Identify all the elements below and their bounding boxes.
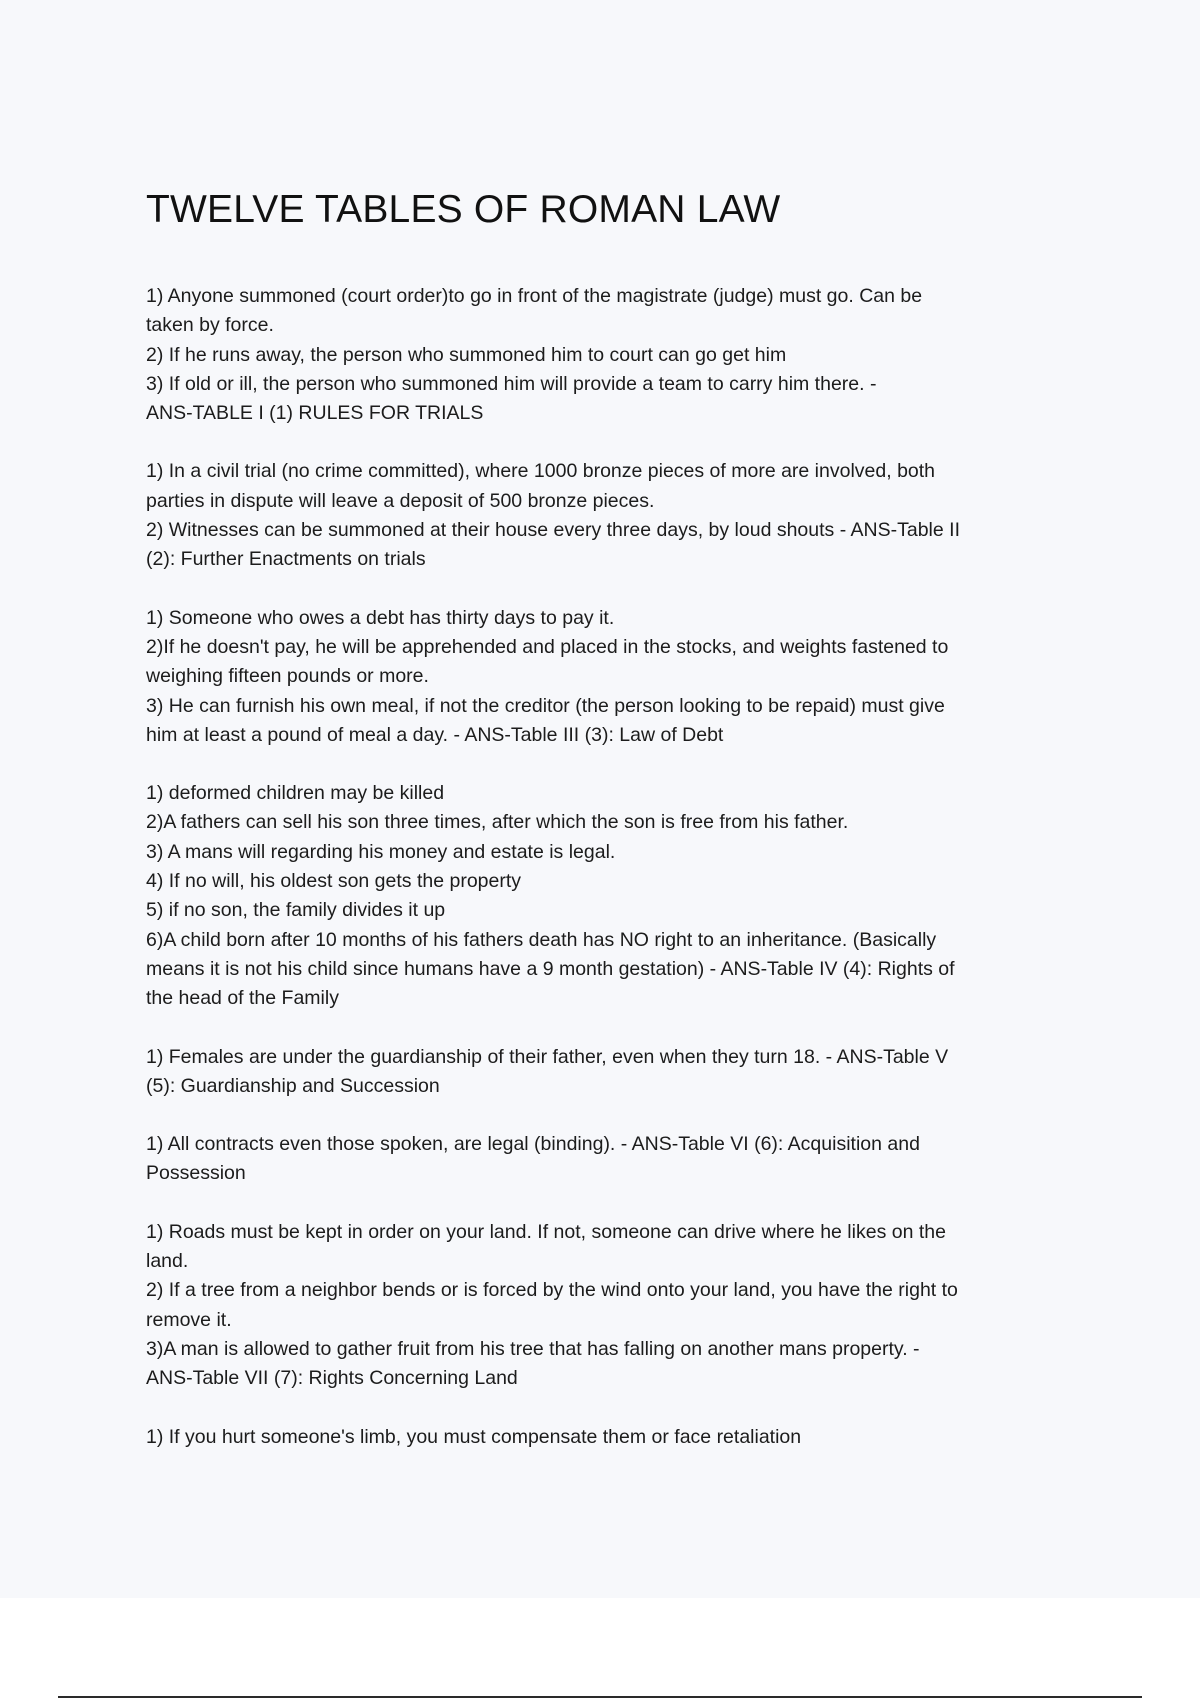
text-line: 6)A child born after 10 months of his fathers death has NO right to an inheritance. (Basically [146, 928, 937, 951]
section-table-5 [146, 1043, 1086, 1102]
text-line: 1) Someone who owes a debt has thirty days to pay it. [146, 606, 615, 629]
section-table-6 [146, 1130, 1086, 1189]
text-line: him at least a pound of meal a day. - ANS-Table III (3): Law of Debt [146, 723, 724, 746]
section-table-4 [146, 779, 1086, 1013]
page-divider [58, 1696, 1142, 1698]
text-line: 3) A mans will regarding his money and estate is legal. [146, 840, 616, 863]
document-content [146, 186, 1086, 1481]
text-line: 2) If a tree from a neighbor bends or is forced by the wind onto your land, you have the right to [146, 1279, 958, 1302]
text-line: the head of the Family [146, 987, 339, 1010]
text-line: (2): Further Enactments on trials [146, 548, 426, 571]
text-line: 1) If you hurt someone's limb, you must compensate them or face retaliation [146, 1425, 802, 1448]
text-line: 1) In a civil trial (no crime committed), where 1000 bronze pieces of more are involved, both [146, 460, 936, 483]
section-table-3 [146, 604, 1086, 750]
text-line: 5) if no son, the family divides it up [146, 899, 446, 922]
text-line: weighing fifteen pounds or more. [146, 665, 429, 688]
text-line: 1) Anyone summoned (court order)to go in front of the magistrate (judge) must go. Can be [146, 285, 923, 307]
text-line: taken by force. [146, 314, 274, 337]
section-table-2 [146, 457, 1086, 574]
text-line: ANS-TABLE I (1) RULES FOR TRIALS [146, 402, 484, 425]
text-line: 3)A man is allowed to gather fruit from his tree that has falling on another mans property. - [146, 1337, 920, 1360]
text-line: land. [146, 1250, 189, 1273]
text-line: 3) If old or ill, the person who summoned him will provide a team to carry him there. - [146, 372, 877, 395]
section-table-1 [146, 282, 1086, 428]
text-line: 2) If he runs away, the person who summoned him to court can go get him [146, 343, 787, 366]
section-table-7 [146, 1218, 1086, 1394]
text-line: 1) deformed children may be killed [146, 782, 445, 805]
text-line: 1) All contracts even those spoken, are legal (binding). - ANS-Table VI (6): Acquisition and [146, 1133, 920, 1156]
text-line: 4) If no will, his oldest son gets the property [146, 870, 522, 893]
text-line: Possession [146, 1162, 246, 1185]
text-line: 1) Roads must be kept in order on your land. If not, someone can drive where he likes on the [146, 1220, 946, 1243]
text-line: 1) Females are under the guardianship of their father, even when they turn 18. - ANS-Table V [146, 1045, 949, 1068]
text-line: ANS-Table VII (7): Rights Concerning Land [146, 1367, 518, 1390]
text-line: 3) He can furnish his own meal, if not the creditor (the person looking to be repaid) must give [146, 694, 945, 717]
section-table-8 [146, 1423, 1086, 1452]
text-line: (5): Guardianship and Succession [146, 1074, 440, 1097]
text-line: 2) Witnesses can be summoned at their house every three days, by loud shouts - ANS-Table II [146, 519, 960, 542]
text-line: 2)A fathers can sell his son three times, after which the son is free from his father. [146, 811, 849, 834]
text-line: parties in dispute will leave a deposit of 500 bronze pieces. [146, 489, 655, 512]
document-title: TWELVE TABLES OF ROMAN LAW [146, 188, 781, 231]
text-line: remove it. [146, 1308, 232, 1331]
text-line: means it is not his child since humans have a 9 month gestation) - ANS-Table IV (4): Rights of [146, 957, 955, 980]
text-line: 2)If he doesn't pay, he will be apprehended and placed in the stocks, and weights fastened to [146, 635, 949, 658]
